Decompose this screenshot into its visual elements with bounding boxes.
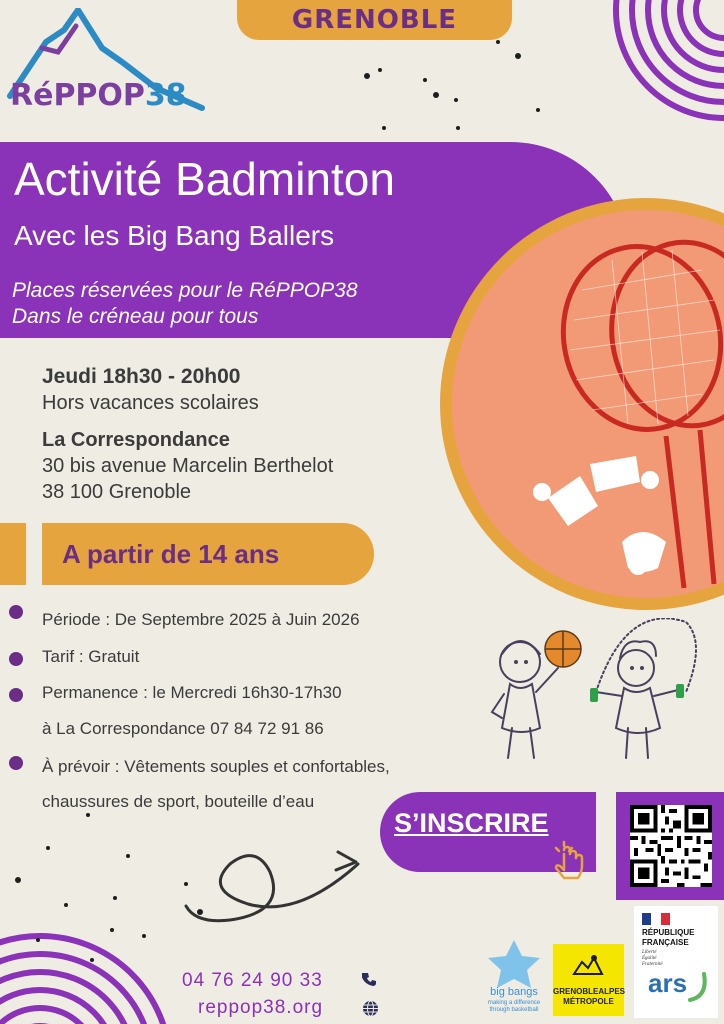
rf-title: [642, 928, 694, 948]
bullet-dot: [9, 688, 23, 702]
city-banner: [237, 0, 512, 40]
age-label: A partir de 14 ans: [62, 538, 280, 569]
bullet-dot: [9, 756, 23, 770]
rf-line1: RÉPUBLIQUE: [642, 928, 695, 937]
rf-motto-liberte: Liberté: [642, 950, 657, 955]
logo-wordmark: [10, 78, 187, 113]
rf-motto-fraternite: Fraternité: [642, 962, 663, 967]
contact-website[interactable]: reppop38.org: [198, 997, 324, 1018]
detail-bring: À prévoir : Vêtements souples et confortables,: [42, 757, 390, 776]
event-subtitle: Avec les Big Bang Ballers: [14, 220, 335, 251]
ars-swoosh-icon: [686, 970, 710, 1006]
event-title: Activité Badminton: [14, 153, 395, 205]
logo-number: 38: [144, 78, 187, 113]
schedule-period-note: Hors vacances scolaires: [42, 392, 259, 414]
kids-illustration: [486, 618, 706, 768]
detail-bring-cont: chaussures de sport, bouteille d’eau: [42, 792, 315, 811]
ars-logo-text: ars: [648, 968, 688, 998]
qr-code-icon[interactable]: [630, 805, 712, 887]
bullet-dot: [9, 605, 23, 619]
reserved-note: Places réservées pour le RéPPOP38: [12, 279, 358, 302]
detail-office-hours: Permanence : le Mercredi 16h30-17h30: [42, 683, 342, 702]
contact-phone[interactable]: 04 76 24 90 33: [182, 970, 323, 991]
venue-address-line1: 30 bis avenue Marcelin Berthelot: [42, 455, 334, 477]
detail-period: Période : De Septembre 2025 à Juin 2026: [42, 610, 360, 629]
venue-name: La Correspondance: [42, 429, 230, 451]
marianne-flag-icon: [642, 913, 670, 925]
slot-note: Dans le créneau pour tous: [12, 305, 259, 328]
rf-motto: [642, 950, 663, 968]
big-bangs-name: big bangs: [490, 986, 538, 998]
age-banner: [42, 523, 374, 585]
logo-name: RéPPOP: [10, 78, 145, 113]
detail-office-location: à La Correspondance 07 84 72 91 86: [42, 719, 324, 738]
rf-motto-egalite: Égalité: [642, 956, 657, 961]
globe-icon: [362, 1000, 379, 1017]
venue-address-line2: 38 100 Grenoble: [42, 481, 192, 503]
gam-text: [553, 987, 624, 1007]
phone-icon: [362, 972, 378, 988]
gam-line1: GRENOBLEALPES: [553, 987, 626, 996]
signup-label[interactable]: S’INSCRIRE: [394, 808, 549, 838]
big-bangs-tagline: making a difference through basketball: [487, 1000, 541, 1013]
curly-arrow-icon: [178, 820, 368, 930]
bullet-dot: [9, 652, 23, 666]
schedule-time: Jeudi 18h30 - 20h00: [42, 365, 241, 388]
gam-line2: MÉTROPOLE: [563, 997, 614, 1006]
age-banner-accent: [0, 523, 26, 585]
metropole-emblem-icon: [572, 952, 604, 982]
rf-line2: FRANÇAISE: [642, 938, 689, 947]
tap-hand-icon: [552, 840, 586, 880]
city-label: GRENOBLE: [291, 5, 458, 35]
detail-price: Tarif : Gratuit: [42, 647, 140, 666]
